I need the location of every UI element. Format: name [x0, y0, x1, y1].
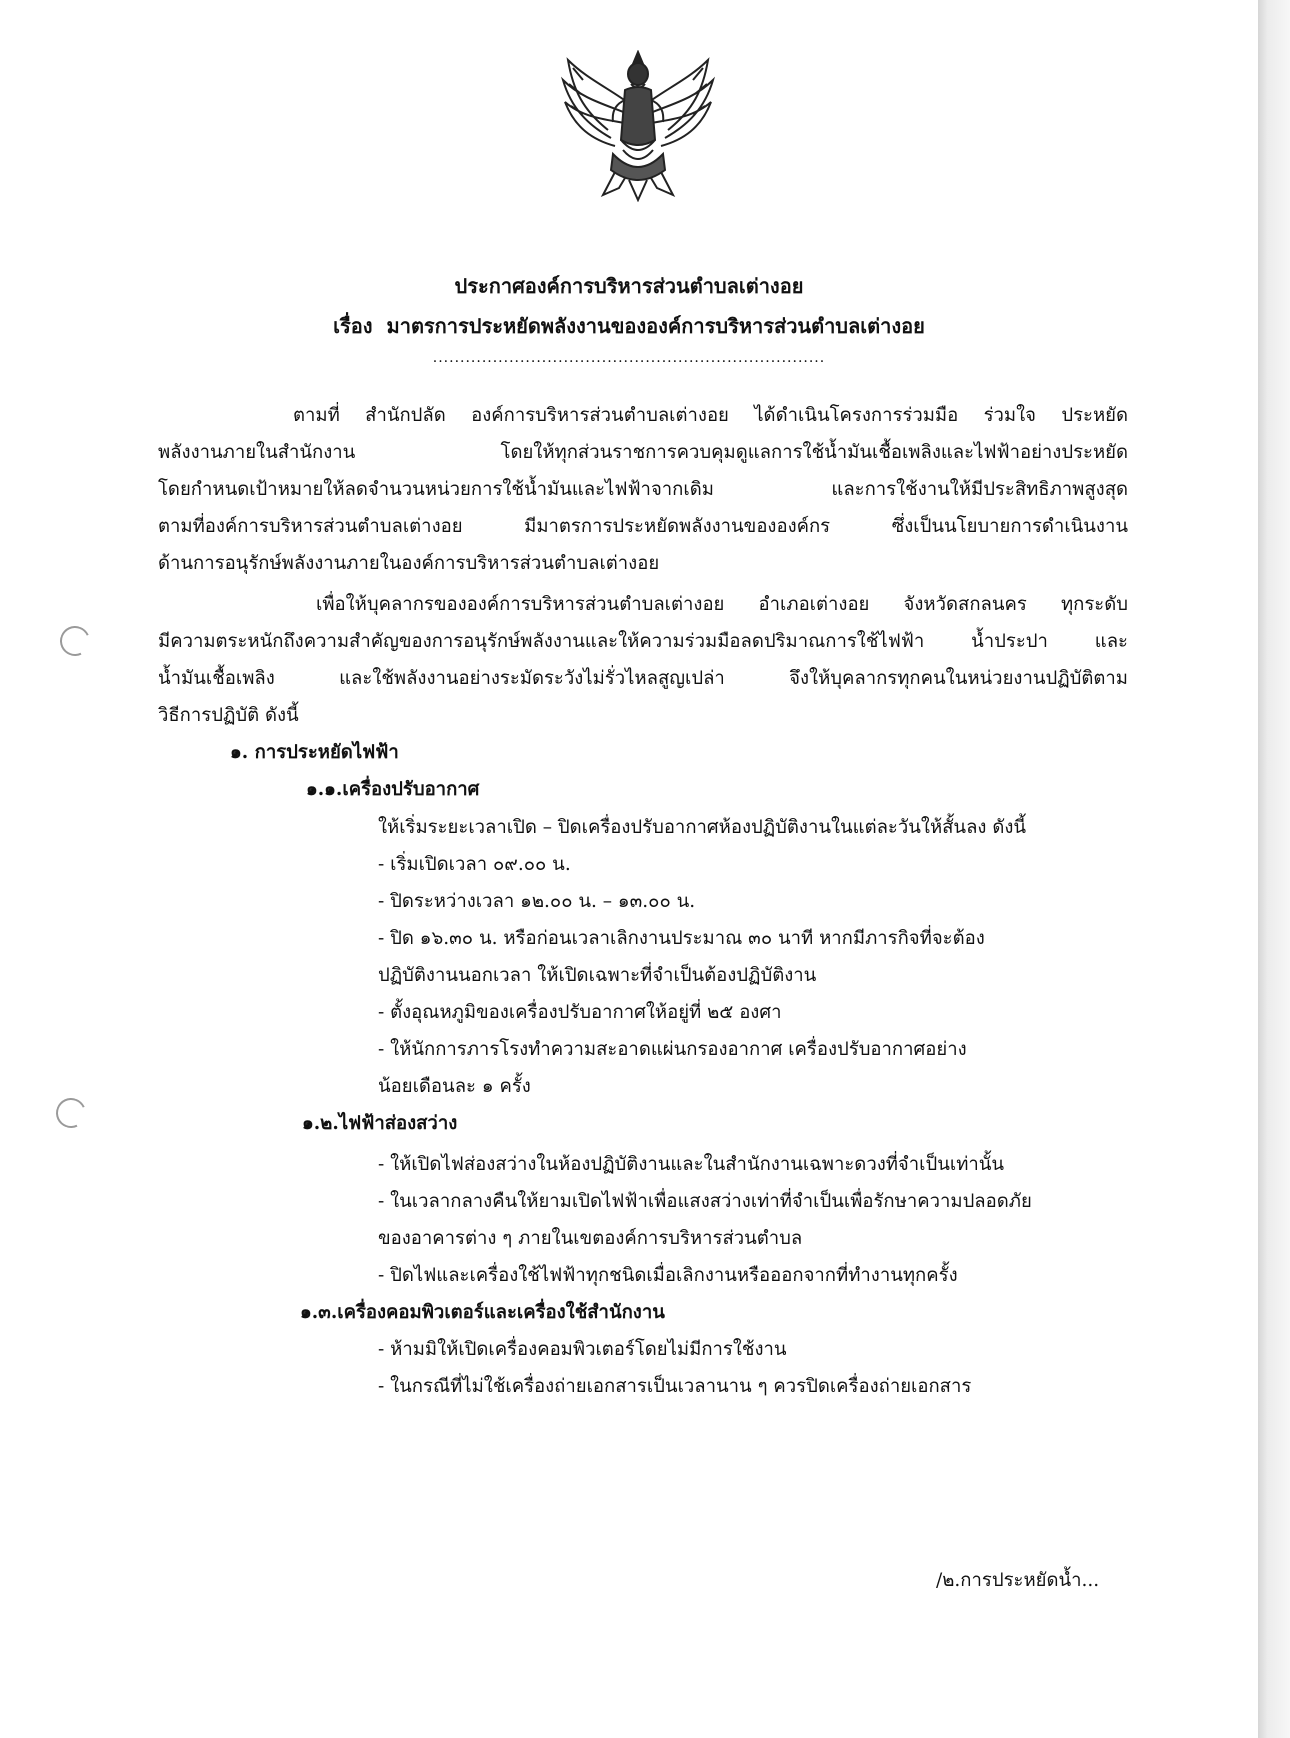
garuda-emblem-icon	[553, 50, 723, 202]
list-item: - ในกรณีที่ไม่ใช้เครื่องถ่ายเอกสารเป็นเวลานาน ๆ ควรปิดเครื่องถ่ายเอกสาร	[378, 1376, 972, 1397]
paragraph-line: น้ำมันเชื้อเพลิง และใช้พลังงานอย่างระมัดระวังไม่รั่วไหลสูญเปล่า จึงให้บุคลากรทุกคนในหน่วยงานปฏิบัติตาม	[158, 668, 1128, 689]
page-continuation: /๒.การประหยัดน้ำ...	[936, 1570, 1100, 1591]
paragraph-line: ตามที่องค์การบริหารส่วนตำบลเต่างอย มีมาตรการประหยัดพลังงานขององค์กร ซึ่งเป็นนโยบายการดำเนินงาน	[158, 516, 1128, 537]
page-edge-shadow	[1258, 0, 1290, 1738]
subsection-lead: ให้เริ่มระยะเวลาเปิด – ปิดเครื่องปรับอากาศห้องปฏิบัติงานในแต่ละวันให้สั้นลง ดังนี้	[378, 817, 1027, 838]
list-item-continuation: ปฏิบัติงานนอกเวลา ให้เปิดเฉพาะที่จำเป็นต้องปฏิบัติงาน	[378, 965, 817, 986]
list-item: - ให้นักการภารโรงทำความสะอาดแผ่นกรองอากาศ เครื่องปรับอากาศอย่าง	[378, 1039, 967, 1060]
list-item: - ปิด ๑๖.๓๐ น. หรือก่อนเวลาเลิกงานประมาณ ๓๐ นาที หากมีภารกิจที่จะต้อง	[378, 928, 985, 949]
announcement-title: ประกาศองค์การบริหารส่วนตำบลเต่างอย	[454, 274, 804, 298]
subject-prefix: เรื่อง	[333, 314, 373, 338]
subject-text: มาตรการประหยัดพลังงานขององค์การบริหารส่วนตำบลเต่างอย	[386, 314, 925, 338]
list-item: - เริ่มเปิดเวลา ๐๙.๐๐ น.	[378, 854, 571, 875]
section-heading: ๑. การประหยัดไฟฟ้า	[230, 742, 399, 763]
subsection-heading: ๑.๑.เครื่องปรับอากาศ	[306, 779, 480, 800]
paragraph-line: เพื่อให้บุคลากรขององค์การบริหารส่วนตำบลเต่างอย อำเภอเต่างอย จังหวัดสกลนคร ทุกระดับ	[316, 594, 1128, 615]
paragraph-line: ตามที่ สำนักปลัด องค์การบริหารส่วนตำบลเต่างอย ได้ดำเนินโครงการร่วมมือ ร่วมใจ ประหยัด	[293, 405, 1128, 426]
hole-punch-mark	[52, 1094, 90, 1132]
paragraph-line: วิธีการปฏิบัติ ดังนี้	[158, 705, 299, 726]
subsection-heading: ๑.๒.ไฟฟ้าส่องสว่าง	[302, 1113, 458, 1134]
subsection-heading: ๑.๓.เครื่องคอมพิวเตอร์และเครื่องใช้สำนักงาน	[300, 1302, 665, 1323]
list-item-continuation: น้อยเดือนละ ๑ ครั้ง	[378, 1076, 531, 1097]
list-item: - ปิดระหว่างเวลา ๑๒.๐๐ น. – ๑๓.๐๐ น.	[378, 891, 696, 912]
announcement-subject	[0, 310, 1258, 342]
paragraph-line: โดยกำหนดเป้าหมายให้ลดจำนวนหน่วยการใช้น้ำมันและไฟฟ้าจากเดิม และการใช้งานให้มีประสิทธิภาพสูงสุด	[158, 479, 1128, 500]
list-item: - ให้เปิดไฟส่องสว่างในห้องปฏิบัติงานและในสำนักงานเฉพาะดวงที่จำเป็นเท่านั้น	[378, 1154, 1005, 1175]
list-item: - ห้ามมิให้เปิดเครื่องคอมพิวเตอร์โดยไม่มีการใช้งาน	[378, 1339, 787, 1360]
paragraph-line: มีความตระหนักถึงความสำคัญของการอนุรักษ์พลังงานและให้ความร่วมมือลดปริมาณการใช้ไฟฟ้า น้ำประปา และ	[158, 631, 1128, 652]
hole-punch-mark	[56, 622, 94, 660]
title-separator: ........................................................................	[432, 350, 826, 366]
paragraph-line: พลังงานภายในสำนักงาน โดยให้ทุกส่วนราชการควบคุมดูแลการใช้น้ำมันเชื้อเพลิงและไฟฟ้าอย่างประหยัด	[158, 442, 1128, 463]
paragraph-line: ด้านการอนุรักษ์พลังงานภายในองค์การบริหารส่วนตำบลเต่างอย	[158, 553, 660, 574]
list-item: - ปิดไฟและเครื่องใช้ไฟฟ้าทุกชนิดเมื่อเลิกงานหรือออกจากที่ทำงานทุกครั้ง	[378, 1265, 958, 1286]
list-item-continuation: ของอาคารต่าง ๆ ภายในเขตองค์การบริหารส่วนตำบล	[378, 1228, 803, 1249]
list-item: - ตั้งอุณหภูมิของเครื่องปรับอากาศให้อยู่ที่ ๒๕ องศา	[378, 1002, 782, 1023]
list-item: - ในเวลากลางคืนให้ยามเปิดไฟฟ้าเพื่อแสงสว่างเท่าที่จำเป็นเพื่อรักษาความปลอดภัย	[378, 1191, 1032, 1212]
